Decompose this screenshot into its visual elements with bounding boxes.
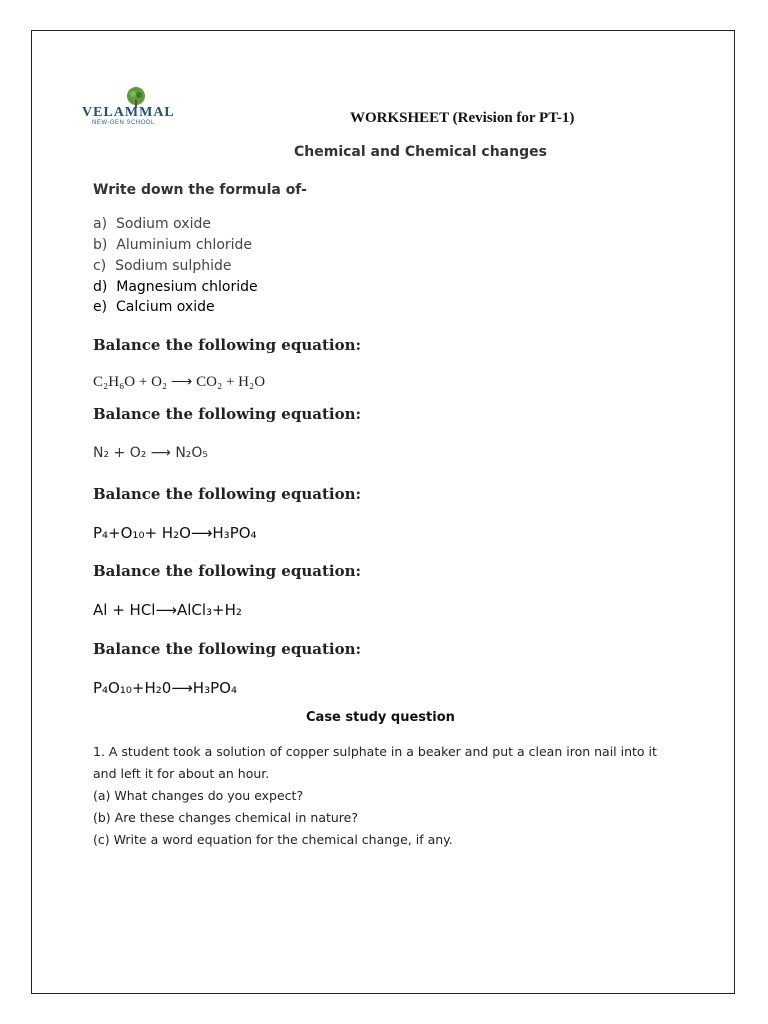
section-heading: Balance the following equation: (93, 640, 362, 658)
logo-name: VELAMMAL (82, 105, 175, 120)
case-study-line: (a) What changes do you expect? (93, 788, 304, 803)
section-heading: Balance the following equation: (93, 405, 362, 423)
equation-2: N₂ + O₂ ⟶ N₂O₅ (93, 445, 209, 461)
list-item (93, 279, 258, 295)
item-label: c) (93, 258, 107, 274)
logo-subtitle: NEW-GEN SCHOOL (92, 120, 155, 126)
item-label: e) (93, 299, 108, 315)
section-heading: Balance the following equation: (93, 336, 362, 354)
item-text: Sodium sulphide (115, 258, 232, 274)
formula-question-prompt: Write down the formula of- (93, 182, 307, 198)
section-heading: Balance the following equation: (93, 485, 362, 503)
item-label: d) (93, 279, 108, 295)
item-text: Sodium oxide (115, 216, 211, 232)
equation-1: C₂H₆O + O₂ ⟶ CO₂ + H₂O (93, 374, 266, 390)
list-item (93, 258, 231, 274)
equation-3: P₄+O₁₀+ H₂O⟶H₃PO₄ (93, 524, 257, 542)
item-label: a) (93, 216, 108, 232)
item-label: b) (93, 237, 108, 253)
section-heading: Balance the following equation: (93, 562, 362, 580)
list-item (93, 299, 215, 315)
equation-5: P₄O₁₀+H₂0⟶H₃PO₄ (93, 679, 237, 697)
school-logo (82, 86, 192, 126)
case-study-title: Case study question (306, 710, 455, 725)
worksheet-title: WORKSHEET (Revision for PT-1) (350, 110, 575, 126)
document-title: Chemical and Chemical changes (294, 144, 547, 160)
case-study-line: (c) Write a word equation for the chemical change, if any. (93, 832, 453, 847)
case-study-line: (b) Are these changes chemical in nature? (93, 810, 358, 825)
case-study-line: and left it for about an hour. (93, 766, 270, 781)
case-study-line: 1. A student took a solution of copper sulphate in a beaker and put a clean iron nail into it (93, 744, 657, 759)
equation-4: Al + HCl⟶AlCl₃+H₂ (93, 601, 242, 619)
item-text: Calcium oxide (115, 299, 215, 315)
worksheet-page (31, 30, 735, 994)
item-text: Aluminium chloride (116, 237, 253, 253)
list-item (93, 216, 211, 232)
item-text: Magnesium chloride (116, 279, 258, 295)
list-item (93, 237, 252, 253)
